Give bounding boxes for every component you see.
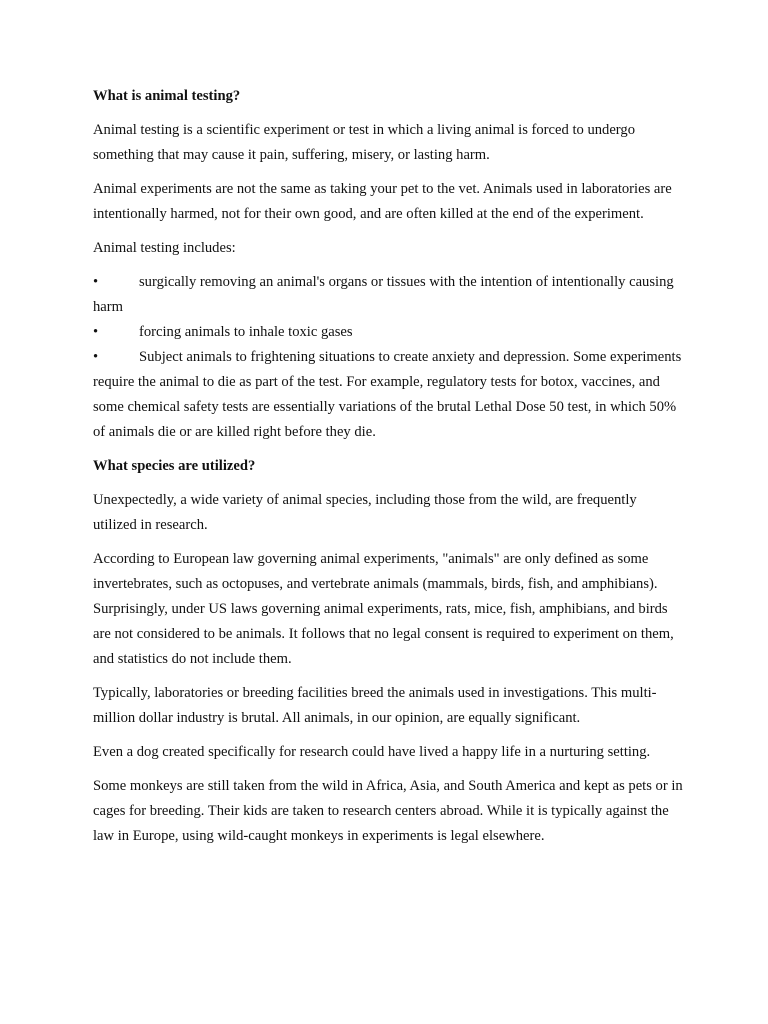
- list-item-text: surgically removing an animal's organs or tissues with the intention of intentionally causing harm: [93, 274, 674, 315]
- heading-species: What species are utilized?: [93, 458, 256, 474]
- paragraph-not-vet: Animal experiments are not the same as taking your pet to the vet. Animals used in laboratories are intentionally harmed, not for their own good, and are often killed at the end of the experiment.: [93, 181, 672, 222]
- list-item: [93, 270, 683, 320]
- list-item-text: Subject animals to frightening situations to create anxiety and depression. Some experiments require the animal to die as part of the test. For example, regulatory tests for botox, vaccines, and some chemical safety tests are essentially variations of the brutal Lethal Dose 50 test, in which 50% of animals die or are killed right before they die.: [93, 349, 682, 440]
- bullet-icon: •: [93, 274, 99, 290]
- paragraph-dog: Even a dog created specifically for research could have lived a happy life in a nurturing setting.: [93, 744, 651, 760]
- list-item-text: forcing animals to inhale toxic gases: [139, 324, 353, 340]
- paragraph-definition: Animal testing is a scientific experiment or test in which a living animal is forced to undergo something that may cause it pain, suffering, misery, or lasting harm.: [93, 122, 635, 163]
- paragraph-european-law: According to European law governing animal experiments, "animals" are only defined as some invertebrates, such as octopuses, and vertebrate animals (mammals, birds, fish, and amphibians). Surprisingly, under US laws governing animal experiments, rats, mice, fish, amphibians, and birds are not considered to be animals. It follows that no legal consent is required to experiment on them, and statistics do not include them.: [93, 551, 674, 667]
- paragraph-variety: Unexpectedly, a wide variety of animal species, including those from the wild, are frequently utilized in research.: [93, 492, 637, 533]
- list-item: [93, 345, 683, 445]
- bullet-icon: •: [93, 349, 99, 365]
- document-page: [93, 84, 683, 858]
- paragraph-includes: Animal testing includes:: [93, 240, 236, 256]
- heading-what-is-animal-testing: What is animal testing?: [93, 88, 241, 104]
- list-item: [93, 320, 683, 345]
- paragraph-breeding: Typically, laboratories or breeding facilities breed the animals used in investigations. This multi-million dollar industry is brutal. All animals, in our opinion, are equally significant.: [93, 685, 657, 726]
- bullet-icon: •: [93, 324, 99, 340]
- paragraph-monkeys: Some monkeys are still taken from the wild in Africa, Asia, and South America and kept as pets or in cages for breeding. Their kids are taken to research centers abroad. While it is typically against the law in Europe, using wild-caught monkeys in experiments is legal elsewhere.: [93, 778, 683, 844]
- bullet-list: [93, 270, 683, 445]
